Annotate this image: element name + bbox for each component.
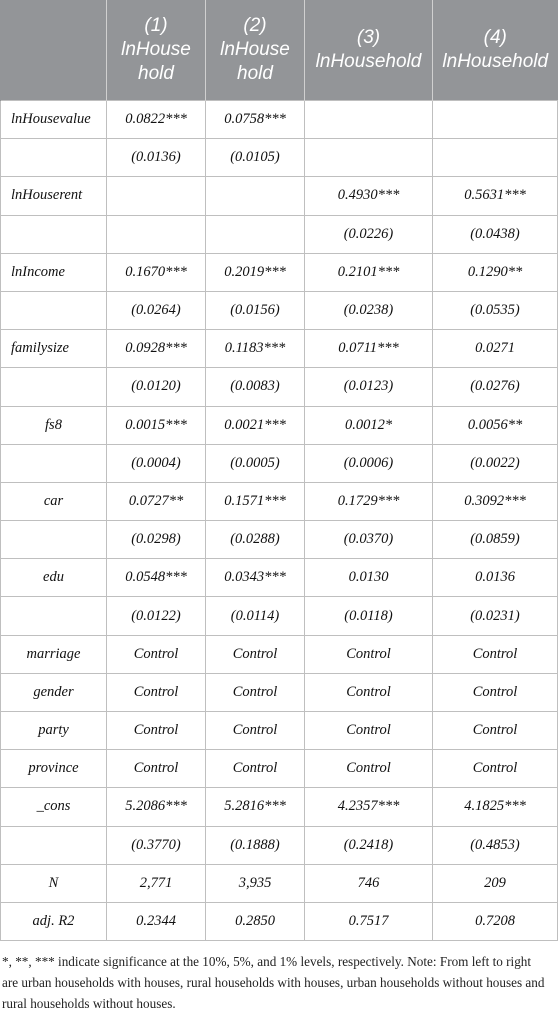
table-cell: 0.2019*** xyxy=(206,253,305,291)
table-cell: (0.0298) xyxy=(107,521,206,559)
table-cell: Control xyxy=(206,673,305,711)
table-cell: Control xyxy=(433,635,558,673)
table-cell: 0.0271 xyxy=(433,330,558,368)
table-row xyxy=(1,139,558,177)
table-cell: (0.3770) xyxy=(107,826,206,864)
table-cell: (0.0136) xyxy=(107,139,206,177)
table-cell: 0.0928*** xyxy=(107,330,206,368)
table-cell: 0.0056** xyxy=(433,406,558,444)
table-row xyxy=(1,597,558,635)
table-row xyxy=(1,177,558,215)
table-cell: (0.0120) xyxy=(107,368,206,406)
table-cell: (0.0005) xyxy=(206,444,305,482)
row-label xyxy=(1,444,107,482)
header-line: hold xyxy=(138,63,174,84)
table-cell: 0.0548*** xyxy=(107,559,206,597)
table-cell: (0.0535) xyxy=(433,291,558,329)
table-cell: Control xyxy=(206,712,305,750)
row-label xyxy=(1,368,107,406)
row-label xyxy=(1,521,107,559)
header-line: hold xyxy=(237,63,273,84)
table-cell: (0.0122) xyxy=(107,597,206,635)
table-cell xyxy=(206,215,305,253)
table-cell: 0.3092*** xyxy=(433,482,558,520)
row-label: edu xyxy=(1,559,107,597)
table-cell: 0.1290** xyxy=(433,253,558,291)
row-label: _cons xyxy=(1,788,107,826)
table-header xyxy=(1,0,558,101)
header-cell-model-4 xyxy=(433,0,558,101)
table-cell: (0.1888) xyxy=(206,826,305,864)
table-cell: (0.0022) xyxy=(433,444,558,482)
row-label xyxy=(1,215,107,253)
table-row xyxy=(1,826,558,864)
table-row xyxy=(1,406,558,444)
row-label: N xyxy=(1,864,107,902)
table-cell: (0.0370) xyxy=(305,521,433,559)
table-cell xyxy=(433,101,558,139)
table-row xyxy=(1,101,558,139)
table-cell: 0.0015*** xyxy=(107,406,206,444)
header-line: (1) xyxy=(144,15,168,36)
table-cell: (0.0006) xyxy=(305,444,433,482)
row-label: lnIncome xyxy=(1,253,107,291)
header-line: (3) xyxy=(356,27,381,48)
table-row xyxy=(1,253,558,291)
table-cell: 0.1729*** xyxy=(305,482,433,520)
table-cell xyxy=(107,215,206,253)
table-row xyxy=(1,521,558,559)
table-cell: 0.4930*** xyxy=(305,177,433,215)
table-cell: Control xyxy=(107,750,206,788)
table-cell: (0.0004) xyxy=(107,444,206,482)
header-line: (2) xyxy=(243,15,267,36)
table-cell: 0.0343*** xyxy=(206,559,305,597)
table-cell: 0.0136 xyxy=(433,559,558,597)
table-row xyxy=(1,750,558,788)
row-label: marriage xyxy=(1,635,107,673)
table-cell: 5.2086*** xyxy=(107,788,206,826)
table-cell: 0.7208 xyxy=(433,902,558,940)
row-label xyxy=(1,139,107,177)
table-cell xyxy=(206,177,305,215)
table-cell: Control xyxy=(305,673,433,711)
table-cell: Control xyxy=(433,712,558,750)
table-cell xyxy=(305,139,433,177)
table-cell: (0.0438) xyxy=(433,215,558,253)
table-cell xyxy=(305,101,433,139)
row-label: gender xyxy=(1,673,107,711)
table-cell: (0.0105) xyxy=(206,139,305,177)
table-cell: (0.0123) xyxy=(305,368,433,406)
header-cell-model-2 xyxy=(206,0,305,101)
table-cell: 0.1183*** xyxy=(206,330,305,368)
row-label: car xyxy=(1,482,107,520)
table-row xyxy=(1,712,558,750)
table-row xyxy=(1,215,558,253)
table-footnote: *, **, *** indicate significance at the 10%, 5%, and 1% levels, respectively. Note: From left to right are urban households with houses, rural households with houses, urban households without houses and rural households without houses. xyxy=(2,954,545,1011)
table-cell: 0.7517 xyxy=(305,902,433,940)
table-cell: 0.1670*** xyxy=(107,253,206,291)
row-label: province xyxy=(1,750,107,788)
table-cell: Control xyxy=(206,750,305,788)
table-row xyxy=(1,482,558,520)
table-cell: Control xyxy=(305,750,433,788)
header-line: lnHouse xyxy=(121,39,191,60)
row-label: familysize xyxy=(1,330,107,368)
header-cell-model-1 xyxy=(107,0,206,101)
table-body xyxy=(1,101,558,941)
table-cell: (0.0156) xyxy=(206,291,305,329)
table-cell: 0.2101*** xyxy=(305,253,433,291)
table-cell: 4.2357*** xyxy=(305,788,433,826)
table-cell: (0.0859) xyxy=(433,521,558,559)
header-line: (4) xyxy=(483,27,507,48)
table-row xyxy=(1,788,558,826)
table-cell: (0.0238) xyxy=(305,291,433,329)
table-cell: 746 xyxy=(305,864,433,902)
table-cell: (0.2418) xyxy=(305,826,433,864)
table-row xyxy=(1,635,558,673)
table-cell: 3,935 xyxy=(206,864,305,902)
row-label: party xyxy=(1,712,107,750)
row-label: fs8 xyxy=(1,406,107,444)
table-cell: 0.2850 xyxy=(206,902,305,940)
table-cell: (0.0226) xyxy=(305,215,433,253)
table-cell: 0.0012* xyxy=(305,406,433,444)
table-row xyxy=(1,902,558,940)
table-cell: Control xyxy=(107,712,206,750)
table-cell: 4.1825*** xyxy=(433,788,558,826)
table-cell: 5.2816*** xyxy=(206,788,305,826)
table-cell: (0.0231) xyxy=(433,597,558,635)
table-cell: 209 xyxy=(433,864,558,902)
table-cell: Control xyxy=(433,673,558,711)
table-cell: (0.0083) xyxy=(206,368,305,406)
row-label: lnHouserent xyxy=(1,177,107,215)
table-cell: Control xyxy=(206,635,305,673)
table-cell: Control xyxy=(107,673,206,711)
table-cell: (0.0114) xyxy=(206,597,305,635)
table-cell: Control xyxy=(107,635,206,673)
table-row xyxy=(1,444,558,482)
table-cell: 0.0130 xyxy=(305,559,433,597)
table-cell: 0.0822*** xyxy=(107,101,206,139)
table-cell: 0.0711*** xyxy=(305,330,433,368)
row-label xyxy=(1,597,107,635)
table-row xyxy=(1,559,558,597)
table-row xyxy=(1,291,558,329)
row-label xyxy=(1,826,107,864)
table-cell: 0.1571*** xyxy=(206,482,305,520)
table-row xyxy=(1,330,558,368)
table-row xyxy=(1,673,558,711)
row-label: lnHousevalue xyxy=(1,101,107,139)
header-cell-empty xyxy=(1,0,107,101)
header-line: lnHousehold xyxy=(442,51,549,72)
header-line: lnHouse xyxy=(220,39,290,60)
table-cell xyxy=(433,139,558,177)
table-cell: 0.0727** xyxy=(107,482,206,520)
table-cell: 0.5631*** xyxy=(433,177,558,215)
header-cell-model-3 xyxy=(305,0,433,101)
table-cell: (0.0118) xyxy=(305,597,433,635)
table-cell: 2,771 xyxy=(107,864,206,902)
header-row xyxy=(1,0,558,101)
table-cell: (0.4853) xyxy=(433,826,558,864)
table-row xyxy=(1,368,558,406)
table-row xyxy=(1,864,558,902)
table-cell: 0.0021*** xyxy=(206,406,305,444)
table-cell: 0.0758*** xyxy=(206,101,305,139)
row-label xyxy=(1,291,107,329)
table-cell: (0.0276) xyxy=(433,368,558,406)
row-label: adj. R2 xyxy=(1,902,107,940)
header-line: lnHousehold xyxy=(315,51,422,72)
table-cell: Control xyxy=(305,712,433,750)
table-cell: Control xyxy=(433,750,558,788)
table-cell xyxy=(107,177,206,215)
table-cell: (0.0264) xyxy=(107,291,206,329)
table-cell: Control xyxy=(305,635,433,673)
table-cell: 0.2344 xyxy=(107,902,206,940)
table-cell: (0.0288) xyxy=(206,521,305,559)
